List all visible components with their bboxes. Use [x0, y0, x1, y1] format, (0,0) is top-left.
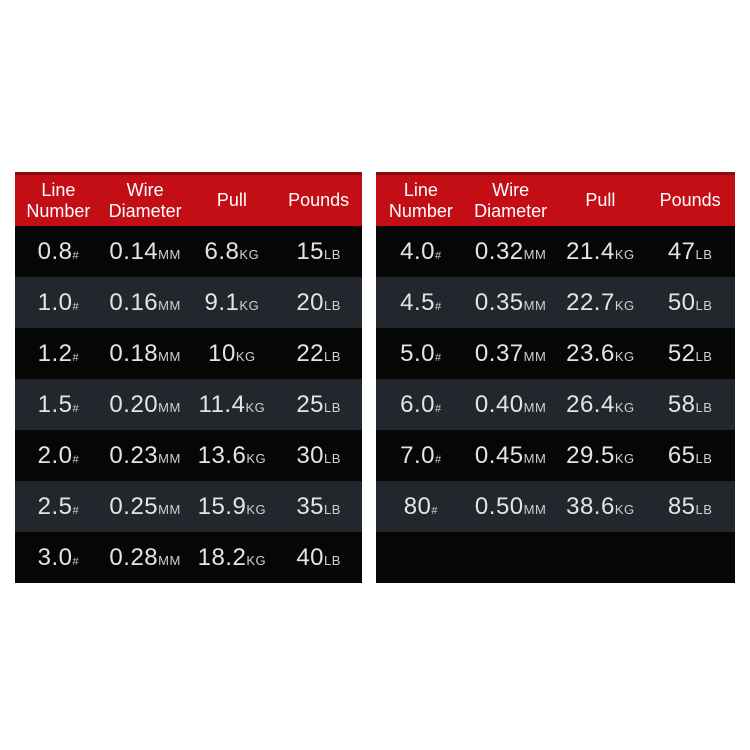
cell-unit: # [72, 504, 80, 517]
cell-unit: MM [523, 501, 547, 517]
cell-wire-diameter [102, 289, 189, 317]
cell-pounds [275, 391, 362, 419]
cell-unit: LB [695, 501, 713, 517]
table-row [376, 226, 735, 277]
cell-value: 38.6 [566, 492, 615, 520]
cell-pounds [275, 544, 362, 572]
cell-wire-diameter [102, 493, 189, 521]
table-row [15, 328, 362, 379]
cell-pull [556, 289, 646, 317]
cell-value: 0.8 [37, 237, 73, 265]
cell-value: 1.5 [37, 390, 73, 418]
cell-value: 7.0 [400, 441, 435, 469]
cell-value: 15.9 [197, 492, 247, 520]
cell-unit: LB [324, 399, 341, 415]
cell-wire-diameter [102, 442, 189, 470]
cell-value: 0.40 [474, 390, 524, 418]
cell-unit: MM [158, 501, 181, 517]
cell-pounds [645, 493, 735, 521]
cell-value: 9.1 [204, 288, 240, 316]
cell-unit: # [435, 453, 442, 466]
table-row-empty [376, 532, 735, 583]
cell-line-number [376, 289, 466, 317]
cell-unit: MM [523, 450, 547, 466]
cell-line-number [376, 442, 466, 470]
cell-pounds [275, 238, 362, 266]
cell-wire-diameter [466, 391, 556, 419]
cell-value: 4.5 [400, 288, 435, 316]
cell-value: 22 [296, 339, 325, 367]
cell-unit: LB [695, 297, 713, 313]
table-row [15, 379, 362, 430]
column-header-wire-diameter: Wire Diameter [108, 179, 182, 221]
cell-line-number [15, 238, 102, 266]
cell-unit: # [72, 300, 80, 313]
cell-unit: KG [614, 399, 635, 415]
cell-unit: MM [523, 399, 547, 415]
cell-value: 40 [296, 543, 325, 571]
cell-value: 85 [667, 492, 696, 520]
cell-line-number [376, 391, 466, 419]
cell-wire-diameter [102, 340, 189, 368]
cell-value: 25 [296, 390, 325, 418]
cell-value: 0.50 [474, 492, 524, 520]
cell-value: 58 [667, 390, 696, 418]
cell-value: 15 [296, 237, 325, 265]
cell-unit: KG [614, 246, 635, 262]
cell-unit: LB [695, 348, 713, 364]
spec-table-left [15, 172, 362, 583]
cell-value: 1.2 [37, 339, 73, 367]
cell-unit: # [72, 453, 80, 466]
cell-value: 1.0 [37, 288, 73, 316]
cell-pull [556, 238, 646, 266]
cell-pounds [275, 340, 362, 368]
cell-value: 6.0 [400, 390, 435, 418]
cell-unit: KG [246, 552, 267, 568]
cell-unit: # [431, 504, 439, 517]
cell-value: 80 [403, 492, 432, 520]
cell-value: 10 [208, 339, 236, 367]
cell-unit: # [72, 402, 80, 415]
cell-pounds [645, 391, 735, 419]
cell-unit: # [72, 555, 80, 568]
table-row [15, 277, 362, 328]
spec-tables-container [15, 172, 735, 583]
cell-value: 65 [667, 441, 696, 469]
column-header-pull: Pull [216, 190, 247, 210]
cell-value: 2.0 [37, 441, 73, 469]
cell-unit: LB [324, 450, 341, 466]
cell-value: 5.0 [400, 339, 435, 367]
cell-pull [189, 238, 276, 266]
cell-unit: MM [158, 246, 181, 262]
cell-unit: LB [695, 246, 713, 262]
cell-pull [556, 442, 646, 470]
column-header-line-number: Line Number [388, 179, 453, 221]
table-row [15, 430, 362, 481]
cell-line-number [15, 544, 102, 572]
cell-value: 20 [296, 288, 325, 316]
cell-unit: # [435, 351, 442, 364]
cell-pull [189, 442, 276, 470]
cell-value: 18.2 [197, 543, 247, 571]
cell-unit: KG [245, 399, 266, 415]
cell-unit: KG [239, 297, 260, 313]
cell-value: 0.16 [109, 288, 159, 316]
cell-unit: # [435, 249, 442, 262]
cell-unit: KG [614, 348, 635, 364]
cell-wire-diameter [466, 493, 556, 521]
cell-wire-diameter [466, 238, 556, 266]
cell-line-number [15, 493, 102, 521]
table-row [376, 379, 735, 430]
table-row [376, 481, 735, 532]
cell-value: 2.5 [37, 492, 73, 520]
table-header-row [15, 172, 362, 226]
cell-value: 0.18 [109, 339, 159, 367]
cell-unit: LB [324, 348, 341, 364]
cell-unit: MM [523, 297, 547, 313]
cell-value: 30 [296, 441, 325, 469]
cell-line-number [15, 391, 102, 419]
cell-value: 0.35 [474, 288, 524, 316]
cell-unit: MM [523, 348, 547, 364]
cell-value: 47 [667, 237, 696, 265]
table-row [376, 430, 735, 481]
cell-wire-diameter [102, 544, 189, 572]
cell-wire-diameter [466, 442, 556, 470]
column-header-wire-diameter: Wire Diameter [474, 179, 548, 221]
table-row [15, 532, 362, 583]
table-row [15, 481, 362, 532]
column-header-pounds: Pounds [288, 190, 350, 210]
cell-wire-diameter [466, 289, 556, 317]
cell-value: 3.0 [37, 543, 73, 571]
cell-value: 0.37 [474, 339, 524, 367]
cell-value: 4.0 [400, 237, 435, 265]
cell-value: 26.4 [566, 390, 615, 418]
cell-value: 0.28 [109, 543, 159, 571]
cell-unit: MM [158, 297, 181, 313]
cell-value: 13.6 [197, 441, 247, 469]
cell-pull [189, 289, 276, 317]
cell-line-number [15, 340, 102, 368]
cell-pull [189, 340, 276, 368]
cell-value: 23.6 [566, 339, 615, 367]
cell-unit: KG [614, 501, 635, 517]
cell-pounds [645, 289, 735, 317]
cell-value: 22.7 [566, 288, 615, 316]
cell-unit: MM [158, 450, 181, 466]
cell-pull [556, 391, 646, 419]
cell-unit: KG [614, 450, 635, 466]
cell-unit: LB [695, 399, 713, 415]
cell-pull [189, 544, 276, 572]
cell-pounds [275, 493, 362, 521]
cell-pounds [645, 442, 735, 470]
cell-value: 50 [667, 288, 696, 316]
cell-wire-diameter [102, 391, 189, 419]
cell-value: 0.25 [109, 492, 159, 520]
cell-line-number [15, 289, 102, 317]
cell-line-number [376, 340, 466, 368]
cell-pounds [275, 289, 362, 317]
cell-value: 0.32 [474, 237, 524, 265]
table-row [376, 328, 735, 379]
cell-unit: MM [158, 552, 181, 568]
cell-unit: KG [614, 297, 635, 313]
cell-value: 35 [296, 492, 325, 520]
cell-unit: LB [324, 297, 341, 313]
cell-wire-diameter [102, 238, 189, 266]
cell-pounds [645, 238, 735, 266]
cell-pounds [275, 442, 362, 470]
cell-unit: # [72, 351, 80, 364]
cell-unit: LB [695, 450, 713, 466]
column-header-pull: Pull [585, 190, 616, 210]
cell-pull [189, 493, 276, 521]
cell-unit: # [435, 300, 442, 313]
cell-unit: MM [158, 399, 181, 415]
cell-wire-diameter [466, 340, 556, 368]
cell-value: 0.14 [109, 237, 159, 265]
cell-unit: # [435, 402, 442, 415]
cell-unit: KG [246, 450, 267, 466]
table-row [15, 226, 362, 277]
table-row [376, 277, 735, 328]
cell-line-number [376, 493, 466, 521]
cell-unit: MM [523, 246, 547, 262]
cell-line-number [15, 442, 102, 470]
cell-value: 6.8 [204, 237, 240, 265]
cell-unit: MM [158, 348, 181, 364]
cell-value: 11.4 [198, 390, 246, 418]
cell-pull [189, 391, 276, 419]
cell-unit: KG [239, 246, 260, 262]
column-header-line-number: Line Number [26, 179, 91, 221]
spec-table-right [376, 172, 735, 583]
cell-value: 52 [667, 339, 696, 367]
cell-unit: LB [324, 246, 341, 262]
cell-value: 0.45 [474, 441, 524, 469]
cell-value: 0.23 [109, 441, 159, 469]
cell-line-number [376, 238, 466, 266]
column-header-pounds: Pounds [659, 190, 721, 210]
cell-pull [556, 493, 646, 521]
cell-value: 0.20 [109, 390, 159, 418]
cell-value: 29.5 [566, 441, 615, 469]
cell-unit: KG [246, 501, 267, 517]
cell-unit: KG [235, 348, 256, 364]
table-header-row [376, 172, 735, 226]
cell-unit: LB [324, 552, 341, 568]
cell-pounds [645, 340, 735, 368]
cell-value: 21.4 [566, 237, 615, 265]
cell-pull [556, 340, 646, 368]
cell-unit: # [72, 249, 80, 262]
cell-unit: LB [324, 501, 341, 517]
